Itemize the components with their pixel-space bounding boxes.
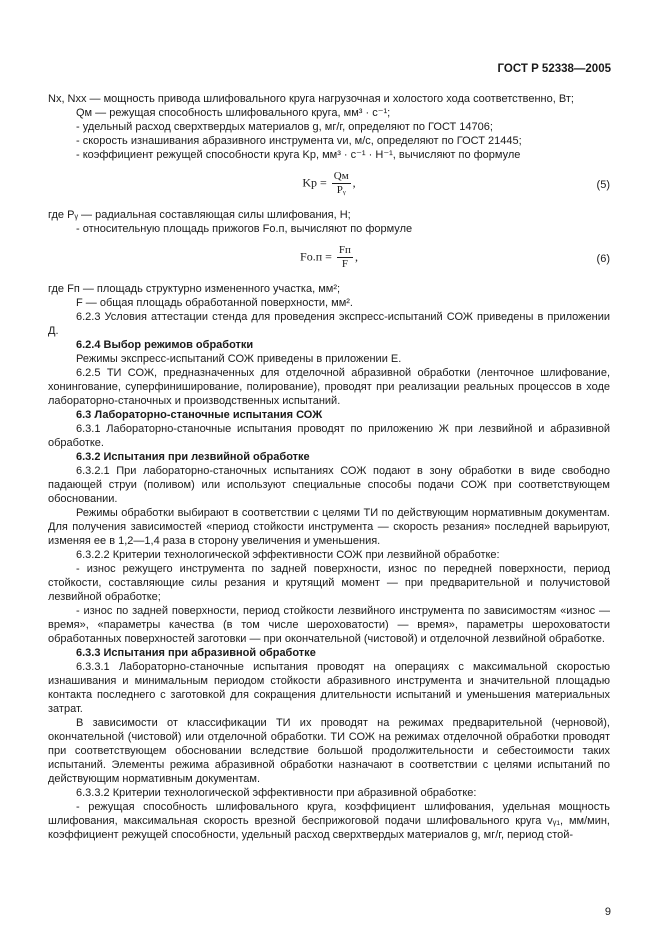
paragraph-abrasive-criteria: - режущая способность шлифовального круга, коэффициент шлифования, удельная мощность шлифования, максимальная скорость врезной бесприжоговой подачи шлифовального круга vᵧ₁, мм/мин, коэффициент режущей способности, удельный расход сверхтвердых материалов g, мг/г, период стой- (48, 801, 610, 841)
formula-5-fraction (332, 170, 351, 197)
formula-6 (48, 242, 610, 278)
paragraph-6-3-2-2: 6.3.2.2 Критерии технологической эффективности СОЖ при лезвийной обработке: (76, 549, 500, 561)
formula-6-number: (6) (596, 253, 610, 265)
paragraph-wear-rate: - скорость изнашивания абразивного инструмента vи, м/с, определяют по ГОСТ 21445; (76, 135, 522, 147)
formula-5-tail: , (352, 175, 356, 190)
paragraph-express-modes: Режимы экспресс-испытаний СОЖ приведены в приложении Е. (76, 353, 402, 365)
formula-5-numerator: Qм (333, 170, 349, 182)
document-header: ГОСТ Р 52338—2005 (497, 63, 611, 75)
formula-6-denominator: F (341, 258, 348, 270)
heading-6-3: 6.3 Лабораторно-станочные испытания СОЖ (76, 409, 323, 421)
paragraph-6-2-3: 6.2.3 Условия аттестации стенда для проведения экспресс-испытаний СОЖ приведены в приложении Д. (48, 311, 610, 337)
paragraph-6-2-5: 6.2.5 ТИ СОЖ, предназначенных для отделочной абразивной обработки (ленточное шлифование, хонингование, суперфиниширование, полирование), проводят при реализации реальных процессов в ходе лабораторно-станочных и производственных испытаний. (48, 367, 610, 407)
paragraph-radial-force: где Pᵧ — радиальная составляющая силы шлифования, Н; (48, 209, 351, 221)
heading-6-3-2: 6.3.2 Испытания при лезвийной обработке (76, 451, 310, 463)
paragraph-6-3-3-2: 6.3.3.2 Критерии технологической эффективности при абразивной обработке: (76, 787, 477, 799)
formula-6-numerator: Fп (338, 244, 351, 256)
paragraph-6-3-2-1: 6.3.2.1 При лабораторно-станочных испытаниях СОЖ подают в зону обработки в виде свободно падающей струи (поливом) или используют специальные способы подачи СОЖ при соответствующем обосновании. (48, 465, 610, 505)
paragraph-cutting-coefficient: - коэффициент режущей способности круга Kр, мм³ · с⁻¹ · Н⁻¹, вычисляют по формуле (76, 149, 521, 161)
paragraph-wear-criteria-2: - износ по задней поверхности, период стойкости лезвийного инструмента по зависимостям «износ — время», «параметры качества (в том числе шероховатости) — время», параметры шероховатости обработанных поверхностей заготовки — при окончательной (чистовой) и отделочной лезвийной обработке. (48, 605, 610, 645)
paragraph-wear-criteria-1: - износ режущего инструмента по задней поверхности, износ по передней поверхности, период стойкости, составляющие силы резания и крутящий момент — при предварительной и получистовой лезвийной обработке; (48, 563, 610, 603)
formula-5 (48, 168, 610, 204)
paragraph-classification: В зависимости от классификации ТИ их проводят на режимах предварительной (черновой), окончательной (чистовой) или отделочной обработки. ТИ СОЖ на режимах отделочной обработки проводят при соответствующем обосновании вследствие большой продолжительности и себестоимости таких испытаний. Элементы режима абразивной обработки назначают в соответствии с целями испытаний по действующим нормативным документам. (48, 717, 610, 785)
paragraph-burn-area: - относительную площадь прижогов Fо.п, вычисляют по формуле (76, 223, 413, 235)
paragraph-6-3-1: 6.3.1 Лабораторно-станочные испытания проводят по приложению Ж при лезвийной и абразивной обработке. (48, 423, 610, 449)
formula-5-lhs: Kр = (302, 175, 327, 190)
formula-6-fraction (337, 244, 353, 271)
formula-5-denominator: Pᵧ (336, 184, 346, 196)
paragraph-cutting-ability: Qм — режущая способность шлифовального круга, мм³ · с⁻¹; (76, 107, 391, 119)
formula-5-number: (5) (596, 179, 610, 191)
page-number: 9 (604, 906, 611, 918)
paragraph-modes-selection: Режимы обработки выбирают в соответствии с целями ТИ по действующим нормативным документам. Для получения зависимостей «период стойкости инструмента — скорость резания» последней варьируют, изменяя ее в 1,2—1,4 раза в сторону увеличения и уменьшения. (48, 507, 610, 547)
formula-6-lhs: Fо.п = (300, 249, 332, 264)
heading-6-3-3: 6.3.3 Испытания при абразивной обработке (76, 647, 316, 659)
formula-6-tail: , (354, 249, 358, 264)
paragraph-specific-consumption: - удельный расход сверхтвердых материалов g, мг/г, определяют по ГОСТ 14706; (76, 121, 493, 133)
paragraph-total-area: F — общая площадь обработанной поверхности, мм². (76, 297, 353, 309)
paragraph-power: Nх, Nхх — мощность привода шлифовального круга нагрузочная и холостого хода соответственно, Вт; (48, 93, 574, 105)
document-body (48, 92, 610, 842)
paragraph-changed-area: где Fп — площадь структурно измененного участка, мм²; (48, 283, 341, 295)
heading-6-2-4: 6.2.4 Выбор режимов обработки (76, 339, 254, 351)
paragraph-6-3-3-1: 6.3.3.1 Лабораторно-станочные испытания проводят на операциях с максимальной скоростью изнашивания и минимальным периодом стойкости абразивного инструмента и значительной площадью контакта последнего с заготовкой для сокращения длительности испытаний и уменьшения материальных затрат. (48, 661, 610, 715)
